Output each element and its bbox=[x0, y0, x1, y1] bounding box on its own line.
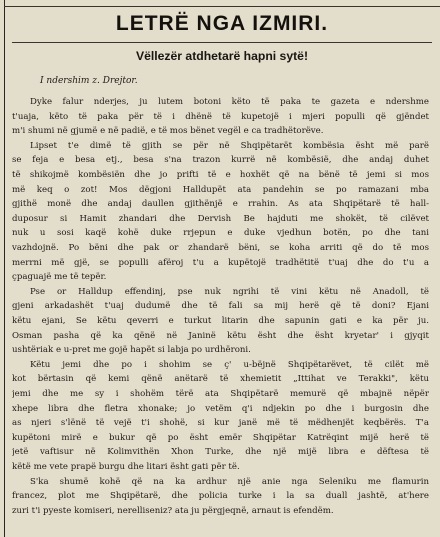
text-line: kupëtoni mirë e bukur që po ësht emër Shqipëtar Katrëqint mijë herë të bbox=[12, 432, 429, 443]
text-line: as njeri s'lënë të vejë t'i shohë, si kur janë më të mëdhenjët keqbërës. T'a bbox=[12, 418, 429, 429]
text-line: duposur si Hamit zhandari dhe Dervish Be hajduti me shokët, të cilëvet bbox=[12, 213, 429, 224]
text-line: këtu ejani, Se këtu qeverri e turkut litarin dhe sapunin gati e ka për ju. bbox=[12, 316, 429, 326]
text-line: S'ka shumë kohë që na ka ardhur një anie nga Seleniku me flamurin bbox=[30, 476, 429, 487]
text-line: më keq o zot! Mos dëgjoni Halldupët ata pandehin se po ramazani mba bbox=[12, 184, 429, 195]
text-line: çpaguajë me të tepër. bbox=[12, 272, 107, 283]
text-line: kot bërtasin që kemi qënë anëtarë të xhemietit „Ittihat ve Terakki", këtu bbox=[12, 374, 429, 385]
text-line: jetë vaftisur në Kolimvithën Xhon Turke, dhe një mijë libra e dëftesa të bbox=[12, 447, 429, 458]
text-line: zuri t'i pyeste komiseri, nerelliseniz? ata ju përgjeqnë, arnaut is efendëm. bbox=[12, 505, 334, 516]
text-line: vazhdojnë. Po bëni dhe pak or zhandarë bëni, se koha arriti që do të mos bbox=[12, 243, 429, 253]
text-line: këtë me vete prapë burgu dhe litari ësht gati për të. bbox=[12, 462, 240, 472]
subheadline: Vëllezër atdhetarë hapni sytë! bbox=[135, 49, 309, 63]
text-line: t'uaja, këto të paka për të i dhënë të kupetojë i mjeri populli që gjëndet bbox=[12, 111, 429, 122]
text-line: Osman pasha që ka qënë në Janinë këtu ësht dhe ësht kryetar' i gjyqit bbox=[12, 330, 429, 341]
headline: LETRË NGA IZMIRI. bbox=[115, 12, 329, 35]
text-line: nuk u sosi kaqë kohë duke rrjepun e duke vjedhun botën, po dhe tani bbox=[12, 228, 429, 239]
text-line: merrni më gjë, se populli afëroj t'u a kupëtojë tradhëtitë t'uaj dhe do t'u a bbox=[12, 257, 429, 268]
text-line: Këtu jemi dhe po i shohim se ç' u-bëjnë Shqipëtarëvet, të cilët më bbox=[30, 359, 429, 370]
text-line: Lipset t'e dimë të gjith se për në Shqipëtarët kombësia ësht më parë bbox=[30, 140, 429, 151]
text-line: xhepe libra dhe fletra xhonake; jo vetëm q'i ndjekin po dhe i burgosin dhe bbox=[12, 403, 429, 414]
text-line: ushtëriak e u-pret me gojë hapët si labja po urdhëroni. bbox=[12, 345, 251, 356]
text-line: gjeni arkadashët t'uaj dudumë dhe të fali sa mij herë që të doni? Ejani bbox=[12, 301, 429, 312]
text-line: m'i shumi në gjumë e në padië, e të mos bënet vegël e ca tradhëtorëve. bbox=[12, 126, 324, 137]
top-rule bbox=[4, 6, 440, 7]
salutation: I ndershim z. Drejtor. bbox=[40, 76, 138, 86]
text-line: jemi dhe me sy i shohëm tërë ata Shqipëtarë memurë që mbajnë nëpër bbox=[12, 389, 429, 399]
text-line: francez, plot me Shqipëtarë, dhe policia turke i la sa duall jashtë, at'here bbox=[12, 491, 429, 502]
text-line: Dyke falur nderjes, ju lutem botoni këto të paka te gazeta e ndershme bbox=[30, 97, 429, 107]
text-line: se feja e besa etj., besa s'na trazon kurrë në kombësië, dhe andaj duhet bbox=[12, 155, 429, 166]
text-line: Pse or Halldup effendinj, pse nuk ngrihi të vini këtu në Anadoll, të bbox=[30, 286, 429, 297]
text-line: të shikojmë kombësiën dhe jo prifti të e hoxhët që na bënë të jemi si mos bbox=[12, 170, 429, 180]
column-rule bbox=[4, 0, 5, 537]
text-line: gjithë monë dhe andaj daullen gjithënjë e rrahin. As ata Shqipëtarë të hall- bbox=[12, 199, 429, 210]
headline-rule bbox=[12, 42, 432, 43]
